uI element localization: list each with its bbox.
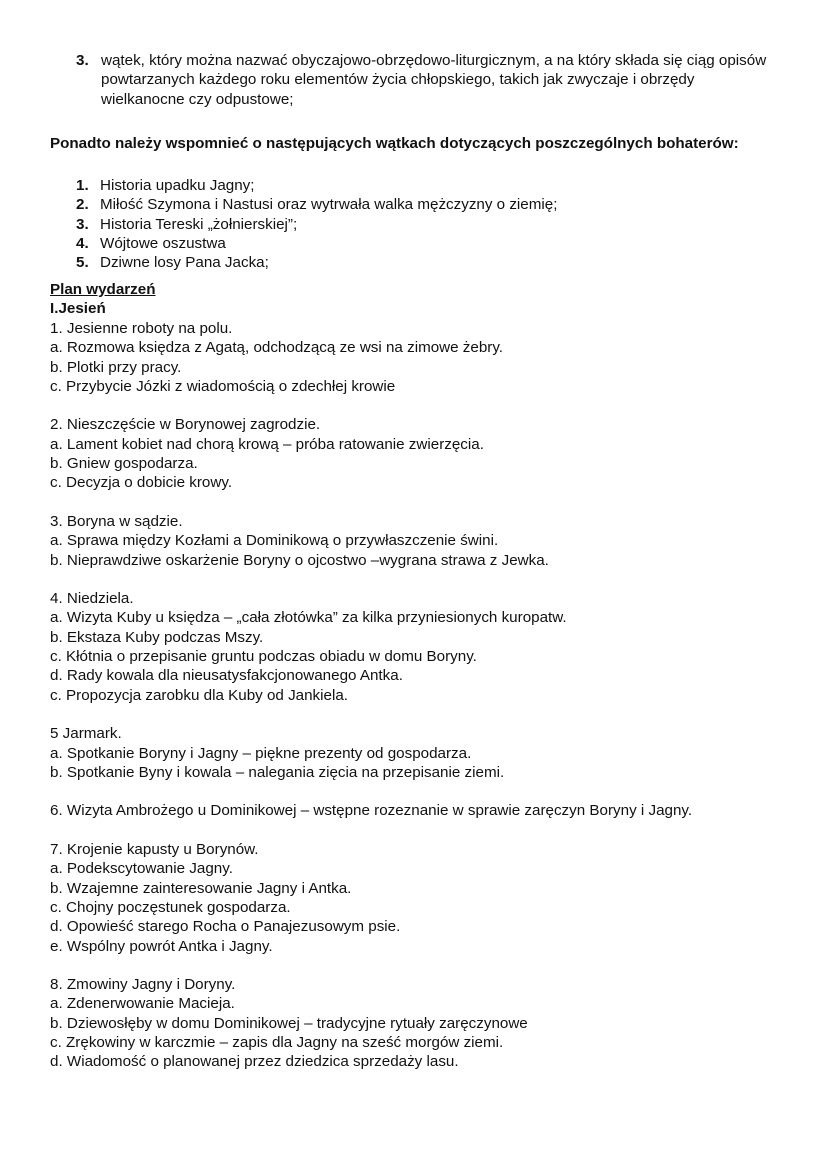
event-line: b. Wzajemne zainteresowanie Jagny i Antka. (50, 879, 352, 897)
event-line: 6. Wizyta Ambrożego u Dominikowej – wstępne rozeznanie w sprawie zaręczyn Boryny i Jagny. (50, 802, 693, 820)
list-text: wątek, który można nazwać obyczajowo-obrzędowo-liturgicznym, a na który składa się ciąg opisów powtarzanych każdego roku elementów życia chłopskiego, takich jak zwyczaje i obrzędy wielkanocne czy odpustowe; (101, 52, 767, 108)
event-line: a. Rozmowa księdza z Agatą, odchodzącą ze wsi na zimowe żebry. (50, 339, 504, 357)
event-line: 7. Krojenie kapusty u Borynów. (50, 841, 259, 859)
list-item (76, 215, 776, 234)
event-line: c. Chojny poczęstunek gospodarza. (50, 898, 291, 916)
season-heading: I.Jesień (50, 300, 106, 318)
event-line: b. Gniew gospodarza. (50, 455, 198, 473)
event-line: d. Wiadomość o planowanej przez dziedzica sprzedaży lasu. (50, 1053, 459, 1071)
event-group (50, 840, 780, 956)
list-item-3 (76, 51, 776, 109)
list-number: 1. (76, 177, 89, 194)
list-number: 5. (76, 254, 89, 272)
event-line: b. Dziewosłęby w domu Dominikowej – tradycyjne rytuały zaręczynowe (50, 1014, 528, 1032)
event-line: 8. Zmowiny Jagny i Doryny. (50, 976, 236, 994)
list-item (76, 176, 776, 195)
event-line: b. Plotki przy pracy. (50, 358, 182, 376)
events-list (50, 319, 780, 1091)
event-line: b. Ekstaza Kuby podczas Mszy. (50, 628, 264, 646)
event-line: c. Kłótnia o przepisanie gruntu podczas obiadu w domu Boryny. (50, 648, 477, 666)
event-line: 2. Nieszczęście w Borynowej zagrodzie. (50, 416, 321, 434)
plan-header (50, 280, 780, 319)
list-number: 4. (76, 234, 89, 252)
list-item (76, 234, 776, 253)
list-number: 3. (76, 215, 89, 233)
event-line: c. Przybycie Józki z wiadomością o zdechłej krowie (50, 377, 396, 395)
event-line: a. Zdenerwowanie Macieja. (50, 995, 235, 1013)
list-text: Historia upadku Jagny; (100, 177, 255, 194)
event-line: b. Nieprawdziwe oskarżenie Boryny o ojcostwo –wygrana strawa z Jewka. (50, 551, 549, 569)
event-group (50, 801, 780, 820)
threads-list (76, 176, 776, 272)
event-line: 3. Boryna w sądzie. (50, 512, 183, 530)
list-item (76, 195, 776, 214)
event-group (50, 415, 780, 492)
list-text: Historia Tereski „żołnierskiej”; (100, 215, 298, 233)
event-line: c. Propozycja zarobku dla Kuby od Jankiela. (50, 686, 349, 704)
event-line: 1. Jesienne roboty na polu. (50, 320, 233, 337)
plan-title: Plan wydarzeń (50, 281, 156, 298)
event-line: a. Spotkanie Boryny i Jagny – piękne prezenty od gospodarza. (50, 744, 472, 762)
list-item (76, 253, 776, 272)
event-line: 4. Niedziela. (50, 590, 134, 608)
event-line: a. Podekscytowanie Jagny. (50, 860, 233, 878)
event-line: a. Lament kobiet nad chorą krową – próba ratowanie zwierzęcia. (50, 435, 484, 453)
event-group (50, 724, 780, 782)
event-line: 5 Jarmark. (50, 725, 122, 743)
list-number: 3. (76, 52, 89, 69)
event-line: b. Spotkanie Byny i kowala – nalegania zięcia na przepisanie ziemi. (50, 763, 505, 781)
list-text: Wójtowe oszustwa (100, 234, 226, 252)
event-line: c. Zrękowiny w karczmie – zapis dla Jagny na sześć morgów ziemi. (50, 1033, 504, 1051)
event-group (50, 589, 780, 705)
event-line: c. Decyzja o dobicie krowy. (50, 474, 233, 492)
event-line: a. Wizyta Kuby u księdza – „cała złotówka” za kilka przyniesionych kuropatw. (50, 609, 567, 627)
event-group (50, 512, 780, 570)
section-intro: Ponadto należy wspomnieć o następujących wątkach dotyczących poszczególnych bohaterów: (50, 135, 739, 152)
event-line: a. Sprawa między Kozłami a Dominikową o przywłaszczenie świni. (50, 532, 499, 550)
event-group (50, 975, 780, 1071)
event-line: d. Opowieść starego Rocha o Panajezusowym psie. (50, 918, 401, 936)
list-text: Miłość Szymona i Nastusi oraz wytrwała walka mężczyzny o ziemię; (100, 196, 558, 214)
event-group (50, 319, 780, 396)
event-line: d. Rady kowala dla nieusatysfakcjonowanego Antka. (50, 667, 403, 685)
list-text: Dziwne losy Pana Jacka; (100, 254, 269, 272)
event-line: e. Wspólny powrót Antka i Jagny. (50, 937, 273, 955)
list-number: 2. (76, 196, 89, 214)
